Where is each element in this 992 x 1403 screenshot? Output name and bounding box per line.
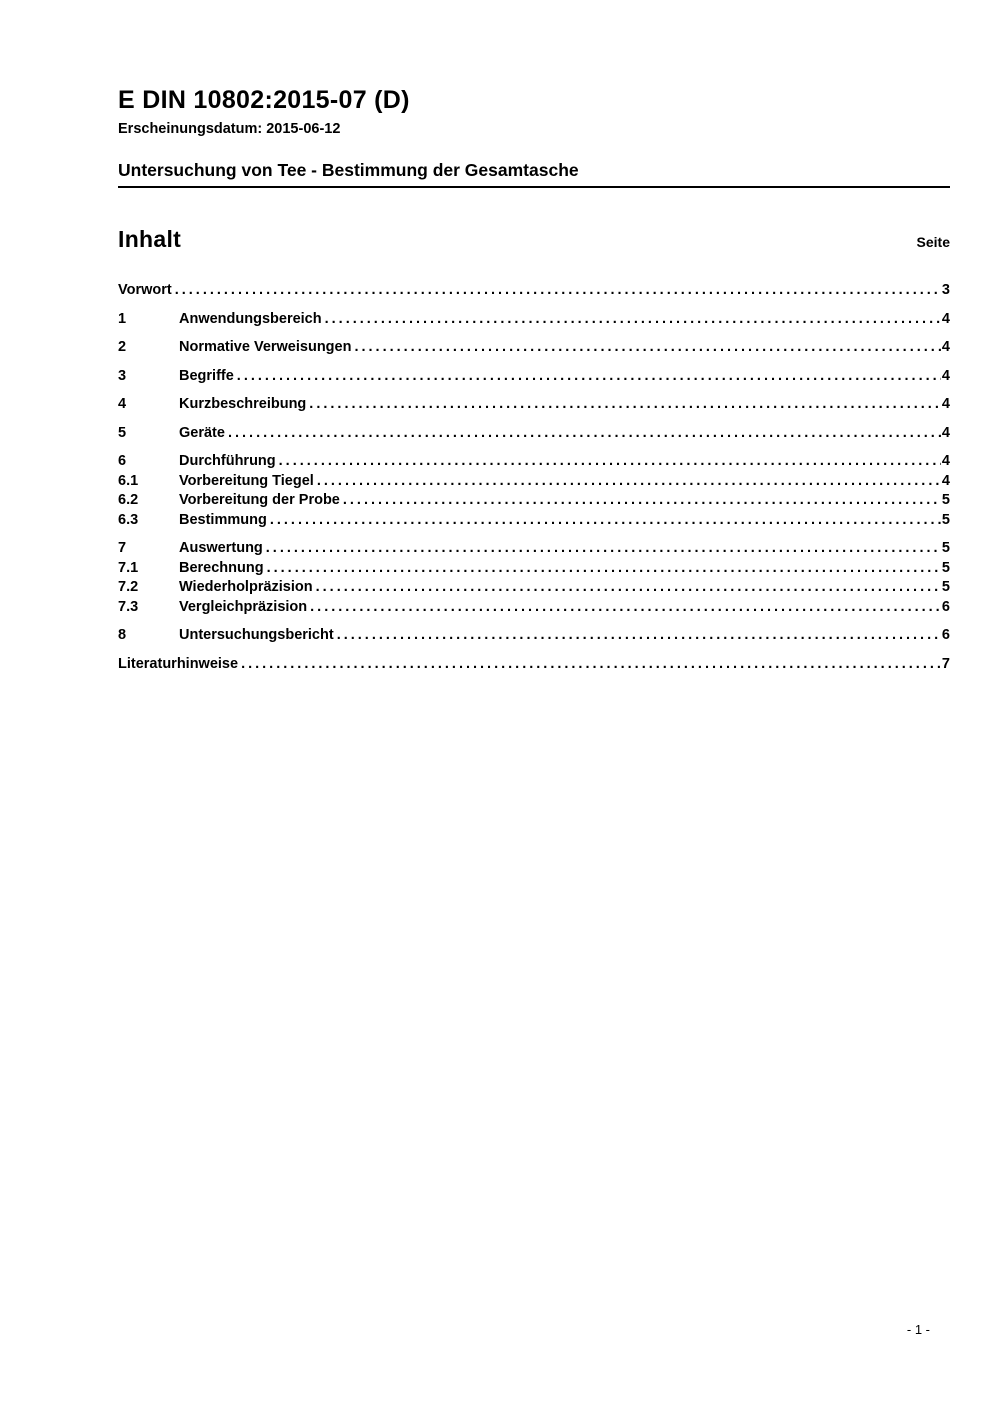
toc-dot-leader (354, 338, 940, 358)
toc-entry-page: 4 (941, 453, 950, 469)
toc-entry[interactable] (118, 367, 950, 387)
toc-dot-leader (270, 511, 941, 531)
toc-entry-title: Normative Verweisungen (179, 339, 352, 355)
toc-header (118, 227, 950, 251)
toc-dot-leader (310, 598, 941, 618)
toc-entry-title: Kurzbeschreibung (179, 396, 307, 412)
toc-entry-number: 6.1 (118, 472, 139, 489)
toc-entry-number: 1 (118, 310, 127, 327)
toc-entry-number: 2 (118, 339, 127, 355)
toc-entry-title: Anwendungsbereich (179, 310, 322, 327)
toc-entry-number: 6 (118, 453, 127, 469)
toc-dot-leader (241, 655, 941, 675)
toc-dot-leader (279, 452, 941, 472)
toc-entry-title: Vorbereitung Tiegel (179, 472, 314, 489)
toc-entry-page: 4 (941, 339, 950, 355)
toc-dot-leader (228, 424, 941, 444)
toc-entry-title: Untersuchungsbericht (179, 627, 334, 643)
toc-dot-leader (343, 491, 941, 511)
page-content (118, 86, 950, 674)
toc-entry-page: 5 (941, 511, 950, 528)
toc-dot-leader (325, 310, 941, 330)
toc-entry-page: 4 (941, 310, 950, 327)
toc-entry-page: 5 (941, 492, 950, 508)
toc-list (118, 281, 950, 674)
toc-entry[interactable] (118, 338, 950, 358)
page-number: - 1 - (906, 1322, 930, 1337)
toc-entry-page: 3 (941, 282, 950, 298)
toc-entry-page: 6 (941, 627, 950, 643)
toc-entry[interactable] (118, 539, 950, 559)
toc-entry[interactable] (118, 655, 950, 675)
toc-entry-number: 7.3 (118, 598, 139, 615)
toc-entry-title: Wiederholpräzision (179, 579, 313, 595)
toc-entry-page: 5 (941, 579, 950, 595)
toc-entry-page: 4 (941, 367, 950, 384)
toc-entry-title: Vergleichpräzision (179, 598, 308, 615)
toc-entry-title: Vorwort (118, 282, 172, 298)
toc-entry[interactable] (118, 395, 950, 415)
toc-entry-page: 6 (941, 598, 950, 615)
toc-dot-leader (316, 578, 941, 598)
toc-entry-title: Literaturhinweise (118, 655, 239, 672)
toc-entry[interactable] (118, 598, 950, 618)
toc-entry-number: 7.2 (118, 579, 139, 595)
doc-code-heading: E DIN 10802:2015-07 (D) (118, 86, 410, 114)
toc-entry-title: Vorbereitung der Probe (179, 492, 340, 508)
toc-entry[interactable] (118, 472, 950, 492)
toc-dot-leader (309, 395, 941, 415)
toc-heading: Inhalt (118, 226, 182, 252)
toc-dot-leader (337, 626, 941, 646)
page-column-label: Seite (916, 234, 950, 250)
toc-entry[interactable] (118, 424, 950, 444)
toc-entry-number: 3 (118, 367, 127, 384)
toc-entry[interactable] (118, 511, 950, 531)
toc-entry-title: Geräte (179, 424, 225, 441)
page-number-footer (907, 1322, 930, 1338)
toc-entry-number: 8 (118, 627, 127, 643)
toc-entry-number: 7.1 (118, 559, 139, 576)
toc-entry-number: 6.2 (118, 492, 139, 508)
toc-entry[interactable] (118, 310, 950, 330)
toc-entry-page: 7 (941, 655, 950, 672)
toc-entry-page: 4 (941, 424, 950, 441)
toc-entry[interactable] (118, 559, 950, 579)
toc-entry-title: Bestimmung (179, 511, 267, 528)
toc-entry-page: 4 (941, 396, 950, 412)
toc-entry-title: Berechnung (179, 559, 264, 576)
toc-entry-title: Begriffe (179, 367, 234, 384)
toc-entry[interactable] (118, 491, 950, 511)
toc-entry-number: 4 (118, 396, 127, 412)
toc-entry[interactable] (118, 452, 950, 472)
toc-entry-page: 5 (941, 540, 950, 556)
toc-entry-number: 7 (118, 540, 127, 556)
publication-date: Erscheinungsdatum: 2015-06-12 (118, 121, 341, 137)
toc-dot-leader (175, 281, 941, 301)
toc-dot-leader (267, 559, 941, 579)
toc-entry-title: Auswertung (179, 540, 263, 556)
toc-entry-number: 6.3 (118, 511, 139, 528)
toc-entry-number: 5 (118, 424, 127, 441)
toc-entry[interactable] (118, 578, 950, 598)
toc-dot-leader (237, 367, 941, 387)
doc-title: Untersuchung von Tee - Bestimmung der Gesamtasche (118, 160, 950, 188)
toc-entry-page: 5 (941, 559, 950, 576)
toc-dot-leader (266, 539, 941, 559)
toc-entry[interactable] (118, 281, 950, 301)
toc-entry-title: Durchführung (179, 453, 276, 469)
toc-entry-page: 4 (941, 472, 950, 489)
toc-dot-leader (317, 472, 941, 492)
toc-entry[interactable] (118, 626, 950, 646)
